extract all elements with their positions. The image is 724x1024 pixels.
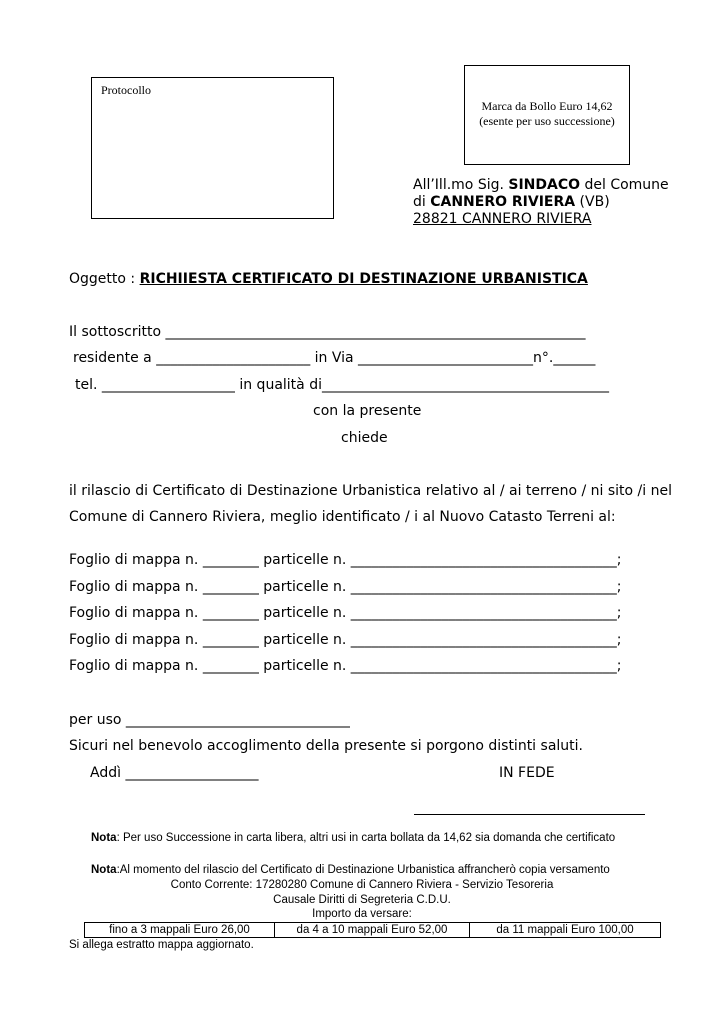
parcel-line[interactable]: Foglio di mappa n. ________ particelle n. ______________________________________;: [69, 552, 622, 568]
parcel-line[interactable]: Foglio di mappa n. ________ particelle n. ______________________________________;: [69, 579, 622, 595]
stamp-line-1: Marca da Bollo Euro 14,62: [481, 99, 613, 113]
fee-cell: da 4 a 10 mappali Euro 52,00: [275, 923, 470, 938]
parcel-line[interactable]: Foglio di mappa n. ________ particelle n. ______________________________________;: [69, 605, 622, 621]
sottoscritto-field[interactable]: Il sottoscritto ____________________________________________________________: [69, 324, 586, 340]
con-presente: con la presente: [313, 403, 422, 419]
note-2: Nota:Al momento del rilascio del Certificato di Destinazione Urbanistica affrancherò copia versamento: [91, 864, 610, 876]
in-fede-label: IN FEDE: [499, 765, 555, 781]
fee-cell: fino a 3 mappali Euro 26,00: [85, 923, 275, 938]
date-field[interactable]: Addì ___________________: [90, 765, 259, 781]
fee-cell: da 11 mappali Euro 100,00: [470, 923, 661, 938]
recipient-line-1: All’Ill.mo Sig. SINDACO del Comune: [413, 177, 669, 193]
attachment-note: Si allega estratto mappa aggiornato.: [69, 939, 254, 951]
amount-label: Importo da versare:: [312, 908, 412, 920]
stamp-line-2: (esente per uso successione): [479, 114, 615, 128]
request-line-2: Comune di Cannero Riviera, meglio identificato / i al Nuovo Catasto Terreni al:: [69, 509, 616, 525]
protocol-box: [91, 77, 334, 219]
subject-line: Oggetto : RICHIIESTA CERTIFICATO DI DESTINAZIONE URBANISTICA: [69, 271, 588, 287]
note-1: Nota: Per uso Successione in carta libera, altri usi in carta bollata da 14,62 sia domanda che certificato: [91, 832, 616, 844]
recipient-line-2: di CANNERO RIVIERA (VB): [413, 194, 610, 210]
signature-line[interactable]: [414, 814, 645, 815]
per-uso-field[interactable]: per uso ________________________________: [69, 712, 350, 728]
protocol-label: Protocollo: [101, 83, 151, 97]
subject-title: RICHIIESTA CERTIFICATO DI DESTINAZIONE URBANISTICA: [139, 271, 588, 287]
residente-field[interactable]: residente a ______________________ in Via _________________________n°.______: [73, 350, 596, 366]
fee-row: [85, 923, 661, 938]
revenue-stamp-box: [464, 65, 630, 165]
recipient-address: 28821 CANNERO RIVIERA: [413, 211, 592, 227]
request-line-1: il rilascio di Certificato di Destinazione Urbanistica relativo al / ai terreno / ni sito /i nel: [69, 483, 672, 499]
bank-account: Conto Corrente: 17280280 Comune di Cannero Riviera - Servizio Tesoreria: [170, 879, 554, 891]
chiede: chiede: [341, 430, 388, 446]
tel-field[interactable]: tel. ___________________ in qualità di_________________________________________: [75, 377, 609, 393]
payment-reason: Causale Diritti di Segreteria C.D.U.: [273, 894, 451, 906]
fee-table: [84, 922, 661, 938]
parcel-line[interactable]: Foglio di mappa n. ________ particelle n. ______________________________________;: [69, 658, 622, 674]
parcel-line[interactable]: Foglio di mappa n. ________ particelle n. ______________________________________;: [69, 632, 622, 648]
closing-greeting: Sicuri nel benevolo accoglimento della presente si porgono distinti saluti.: [69, 738, 583, 754]
